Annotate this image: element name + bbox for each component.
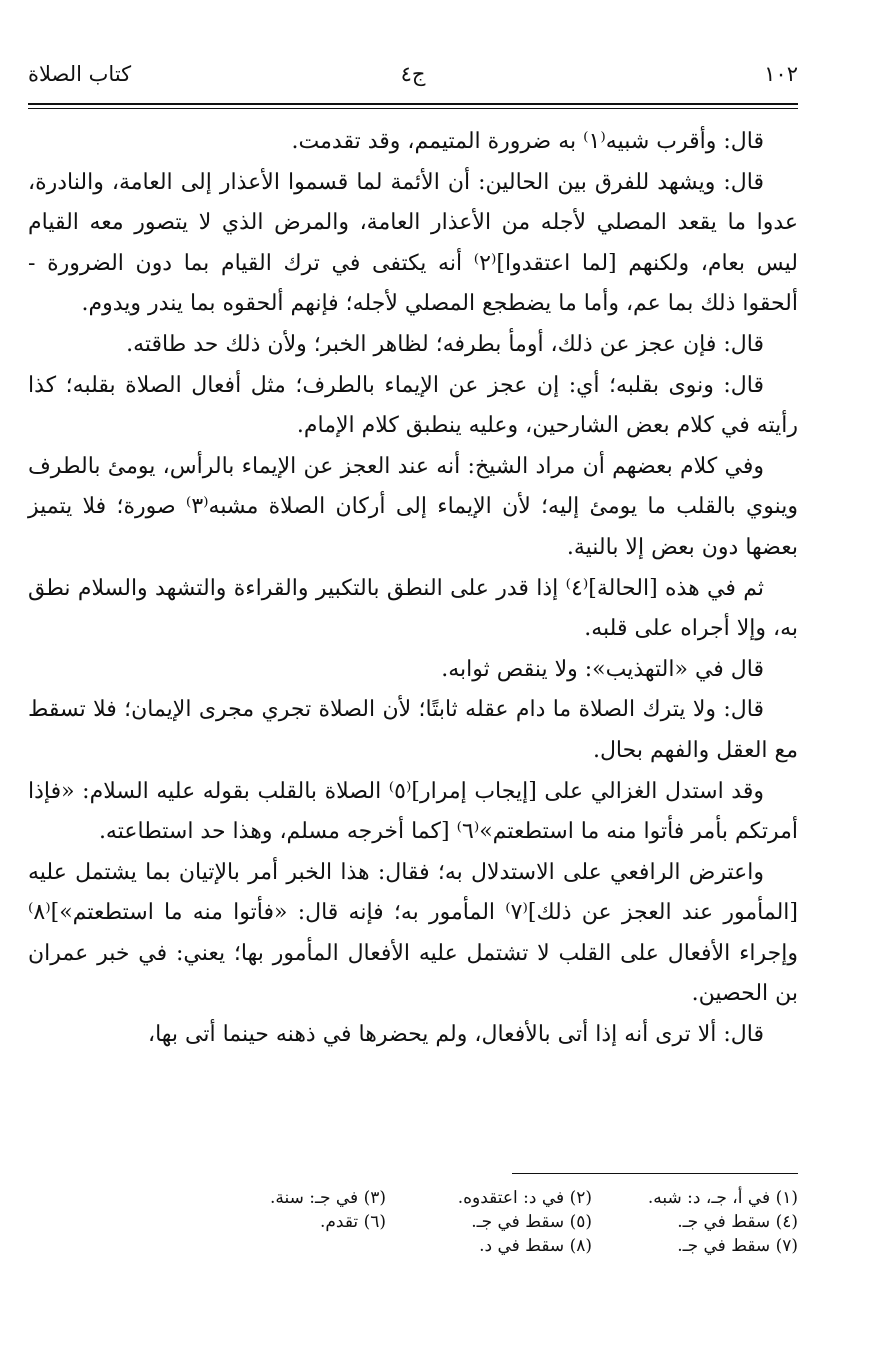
header-rule — [28, 103, 798, 105]
footnote: (٥) سقط في جـ. — [471, 1212, 592, 1232]
paragraph: قال: ويشهد للفرق بين الحالين: أن الأئمة لما قسموا الأعذار إلى العامة، والنادرة، عدوا ما يقعد المصلي لأجله من الأعذار العامة، والمرض الذي لا يتصور معه القيام ليس بعام، ولكنهم [لما اعتقدوا]⁽٢⁾ أنه يكتفى في ترك القيام بما دون الضرورة - ألحقوا ذلك بما عم، وأما ما يضطجع المصلي لأجله؛ فإنهم ألحقوه بما يندر ويدوم. — [28, 169, 798, 317]
book-title: كتاب الصلاة — [28, 62, 132, 86]
paragraph: واعترض الرافعي على الاستدلال به؛ فقال: هذا الخبر أمر بالإتيان بما يشتمل عليه [المأمور عند العجز عن ذلك]⁽٧⁾ المأمور به؛ فإنه قال: «فأتوا منه ما استطعتم»]⁽٨⁾ وإجراء الأفعال على القلب لا تشتمل عليه الأفعال المأمور بها؛ يعني: في خبر عمران بن الحصين. — [28, 859, 799, 1007]
footnote: (١) في أ، جـ، د: شبه. — [647, 1188, 798, 1208]
footnote: (٢) في د: اعتقدوه. — [457, 1188, 592, 1208]
body-text — [28, 122, 798, 1056]
paragraph: وقد استدل الغزالي على [إيجاب إمرار]⁽٥⁾ الصلاة بالقلب بقوله عليه السلام: «فإذا أمرتكم بأمر فأتوا منه ما استطعتم»⁽٦⁾ [كما أخرجه مسلم، وهذا حد استطاعته. — [28, 778, 798, 845]
paragraph: قال: ولا يترك الصلاة ما دام عقله ثابتًا؛ لأن الصلاة تجري مجرى الإيمان؛ فلا تسقط مع العقل والفهم بحال. — [28, 697, 798, 763]
paragraph: قال: فإن عجز عن ذلك، أومأ بطرفه؛ لظاهر الخبر؛ ولأن ذلك حد طاقته. — [126, 331, 764, 357]
footnote: (٦) تقدم. — [319, 1212, 386, 1232]
paragraph: قال في «التهذيب»: ولا ينقص ثوابه. — [441, 656, 764, 682]
footnote-row — [180, 1186, 798, 1210]
footnotes — [180, 1186, 798, 1258]
footnote: (٨) سقط في د. — [479, 1236, 592, 1256]
footnote: (٧) سقط في جـ. — [677, 1236, 798, 1256]
footnote: (٤) سقط في جـ. — [677, 1212, 798, 1232]
paragraph: ثم في هذه [الحالة]⁽٤⁾ إذا قدر على النطق بالتكبير والقراءة والتشهد والسلام نطق به، وإلا أجراه على قلبه. — [28, 575, 798, 642]
paragraph: قال: وأقرب شبيه⁽١⁾ به ضرورة المتيمم، وقد تقدمت. — [291, 129, 764, 154]
paragraph: وفي كلام بعضهم أن مراد الشيخ: أنه عند العجز عن الإيماء بالرأس، يومئ بالطرف وينوي بالقلب ما يومئ إليه؛ لأن الإيماء إلى أركان الصلاة مشبه⁽٣⁾ صورة؛ فلا يتميز بعضها دون بعض إلا بالنية. — [28, 453, 798, 560]
footnote-row — [180, 1234, 798, 1258]
footnote-row — [180, 1210, 798, 1234]
page-header — [28, 62, 798, 92]
header-rule-thin — [28, 108, 798, 109]
paragraph: قال: ألا ترى أنه إذا أتى بالأفعال، ولم يحضرها في ذهنه حينما أتى بها، — [147, 1022, 764, 1048]
footnote-rule — [512, 1173, 798, 1174]
footnote: (٣) في جـ: سنة. — [269, 1188, 386, 1208]
volume-label: ج٤ — [400, 62, 426, 86]
page-number: ١٠٢ — [764, 62, 798, 86]
paragraph: قال: ونوى بقلبه؛ أي: إن عجز عن الإيماء بالطرف؛ مثل أفعال الصلاة بقلبه؛ كذا رأيته في كلام بعض الشارحين، وعليه ينطبق كلام الإمام. — [28, 372, 798, 439]
